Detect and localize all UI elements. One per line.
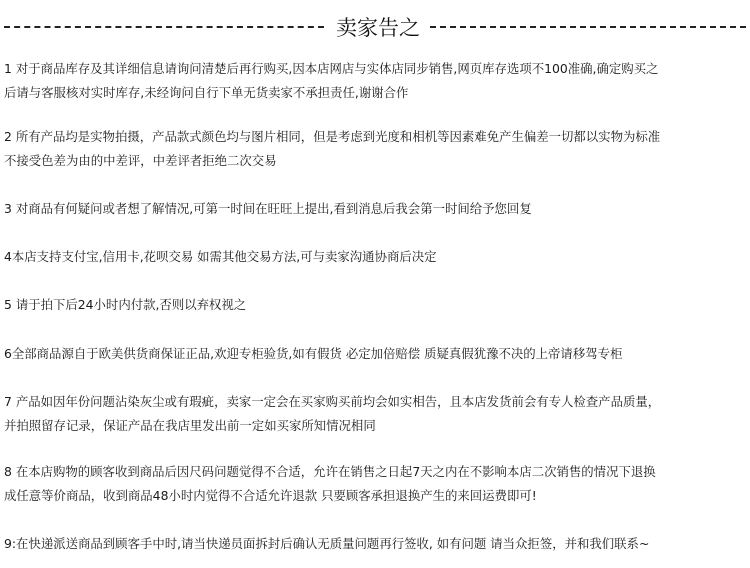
notice-rule-4-line-1: 4本店支持支付宝,信用卡,花呗交易 如需其他交易方法,可与卖家沟通协商后决定	[4, 249, 437, 264]
notice-rule-1-line-1: 1 对于商品库存及其详细信息请询问清楚后再行购买,因本店网店与实体店同步销售,网页库存选项不100准确,确定购买之	[4, 61, 659, 76]
notice-rule-9	[4, 532, 746, 556]
notice-rule-5	[4, 293, 746, 317]
notice-rule-8-line-1: 8 在本店购物的顾客收到商品后因尺码问题觉得不合适，允许在销售之日起7天之内在不影响本店二次销售的情况下退换	[4, 464, 656, 479]
notice-rule-8-line-2: 成任意等价商品，收到商品48小时内觉得不合适允许退款 只要顾客承担退换产生的来回运费即可!	[4, 488, 537, 503]
notice-rule-5-line-1: 5 请于拍下后24小时内付款,否则以弃权视之	[4, 297, 247, 312]
notice-rule-6-line-1: 6全部商品源自于欧美供货商保证正品,欢迎专柜验货,如有假货 必定加倍赔偿 质疑真假犹豫不决的上帝请移驾专柜	[4, 346, 623, 361]
header-dashed-rule-left	[4, 26, 324, 28]
notice-rule-2-line-1: 2 所有产品均是实物拍摄，产品款式颜色均与图片相同，但是考虑到光度和相机等因素难免产生偏差一切都以实物为标准	[4, 129, 661, 144]
notice-rule-1-line-2: 后请与客服核对实时库存,未经询问自行下单无货卖家不承担责任,谢谢合作	[4, 85, 409, 100]
notice-rule-7-line-2: 并拍照留存记录，保证产品在我店里发出前一定如买家所知情况相同	[4, 418, 376, 433]
notice-rule-8	[4, 460, 746, 508]
notice-rule-3-line-1: 3 对商品有何疑问或者想了解情况,可第一时间在旺旺上提出,看到消息后我会第一时间给予您回复	[4, 201, 532, 216]
notice-rule-4	[4, 245, 746, 269]
notice-rule-7-line-1: 7 产品如因年份问题沾染灰尘或有瑕疵，卖家一定会在买家购买前均会如实相告，且本店发货前会有专人检查产品质量，	[4, 394, 661, 409]
notice-rule-3	[4, 197, 746, 221]
notice-rule-1	[4, 57, 746, 105]
header-dashed-rule-right	[430, 26, 746, 28]
notice-rule-2-line-2: 不接受色差为由的中差评，中差评者拒绝二次交易	[4, 153, 277, 168]
notice-rule-7	[4, 390, 746, 438]
notice-header	[0, 14, 750, 54]
notice-rule-2	[4, 125, 746, 173]
notice-rule-6	[4, 342, 746, 366]
notice-rule-9-line-1: 9:在快递派送商品到顾客手中时,请当快递员面拆封后确认无质量问题再行签收, 如有问题 请当众拒签，并和我们联系~	[4, 536, 650, 551]
notice-title: 卖家告之	[336, 16, 420, 40]
